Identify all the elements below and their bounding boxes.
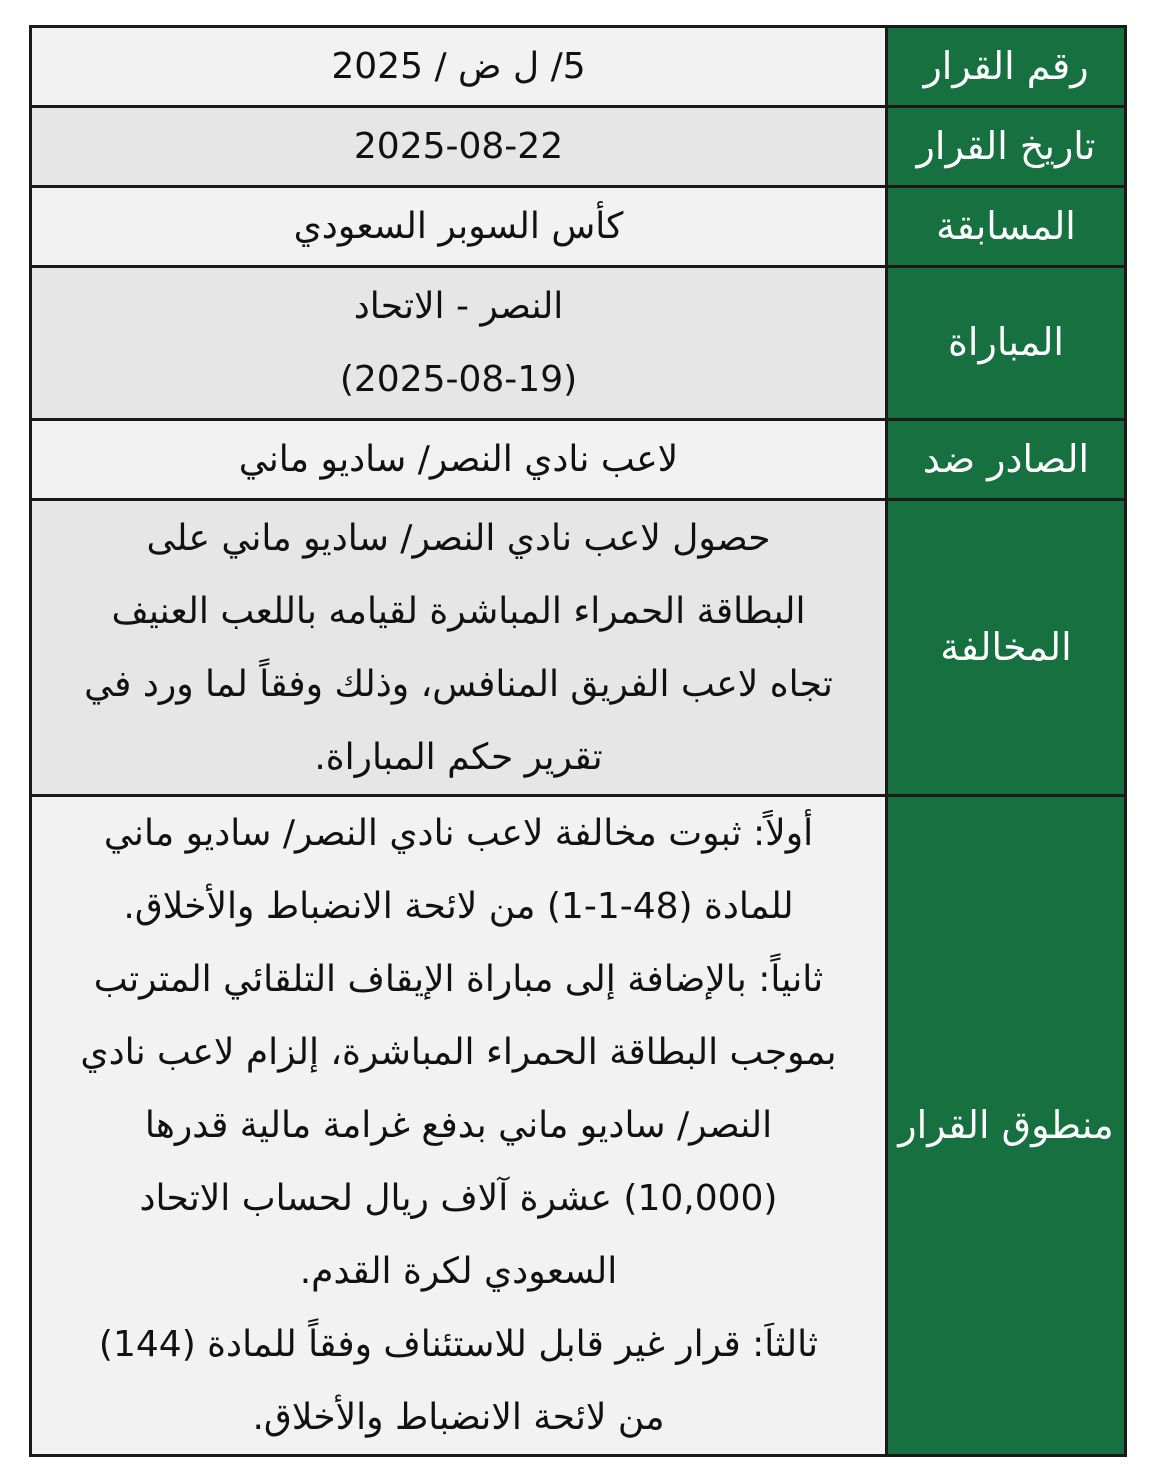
label-decision-number: رقم القرار bbox=[887, 27, 1126, 107]
row-decision-date bbox=[31, 107, 1126, 187]
value-violation bbox=[31, 500, 887, 796]
ruling-line: للمادة (48-1-1) من لائحة الانضباط والأخلاق. bbox=[123, 886, 794, 927]
row-violation bbox=[31, 500, 1126, 796]
violation-line: حصول لاعب نادي النصر/ ساديو ماني على bbox=[146, 517, 771, 559]
label-ruling: منطوق القرار bbox=[887, 796, 1126, 1456]
value-match bbox=[31, 267, 887, 420]
ruling-line: بموجب البطاقة الحمراء المباشرة، إلزام لاعب نادي bbox=[80, 1032, 837, 1073]
ruling-line: أولاً: ثبوت مخالفة لاعب نادي النصر/ ساديو ماني bbox=[103, 813, 814, 854]
ruling-line: السعودي لكرة القدم. bbox=[299, 1251, 618, 1292]
label-issued-against: الصادر ضد bbox=[887, 420, 1126, 500]
row-decision-number bbox=[31, 27, 1126, 107]
row-competition bbox=[31, 187, 1126, 267]
decision-table bbox=[29, 25, 1127, 1457]
ruling-line: ثالثاَ: قرار غير قابل للاستئناف وفقاً للمادة (144) bbox=[98, 1324, 819, 1365]
value-issued-against: لاعب نادي النصر/ ساديو ماني bbox=[31, 420, 887, 500]
row-issued-against bbox=[31, 420, 1126, 500]
row-ruling bbox=[31, 796, 1126, 1456]
value-competition: كأس السوبر السعودي bbox=[31, 187, 887, 267]
violation-line: البطاقة الحمراء المباشرة لقيامه باللعب العنيف bbox=[111, 590, 806, 632]
label-match: المباراة bbox=[887, 267, 1126, 420]
label-decision-date: تاريخ القرار bbox=[887, 107, 1126, 187]
match-teams: النصر - الاتحاد bbox=[353, 286, 564, 327]
ruling-line: (10,000) عشرة آلاف ريال لحساب الاتحاد bbox=[139, 1178, 778, 1219]
label-violation: المخالفة bbox=[887, 500, 1126, 796]
ruling-line: النصر/ ساديو ماني بدفع غرامة مالية قدرها bbox=[144, 1105, 773, 1146]
value-ruling bbox=[31, 796, 887, 1456]
violation-line: تجاه لاعب الفريق المنافس، وذلك وفقاً لما ورد في bbox=[84, 663, 833, 705]
ruling-line: من لائحة الانضباط والأخلاق. bbox=[252, 1397, 665, 1438]
value-decision-date: 2025-08-22 bbox=[31, 107, 887, 187]
match-date: (2025-08-19) bbox=[339, 359, 578, 400]
ruling-line: ثانياً: بالإضافة إلى مباراة الإيقاف التلقائي المترتب bbox=[93, 959, 824, 1000]
violation-line: تقرير حكم المباراة. bbox=[314, 736, 603, 778]
label-competition: المسابقة bbox=[887, 187, 1126, 267]
value-decision-number: 5/ ل ض / 2025 bbox=[31, 27, 887, 107]
row-match bbox=[31, 267, 1126, 420]
